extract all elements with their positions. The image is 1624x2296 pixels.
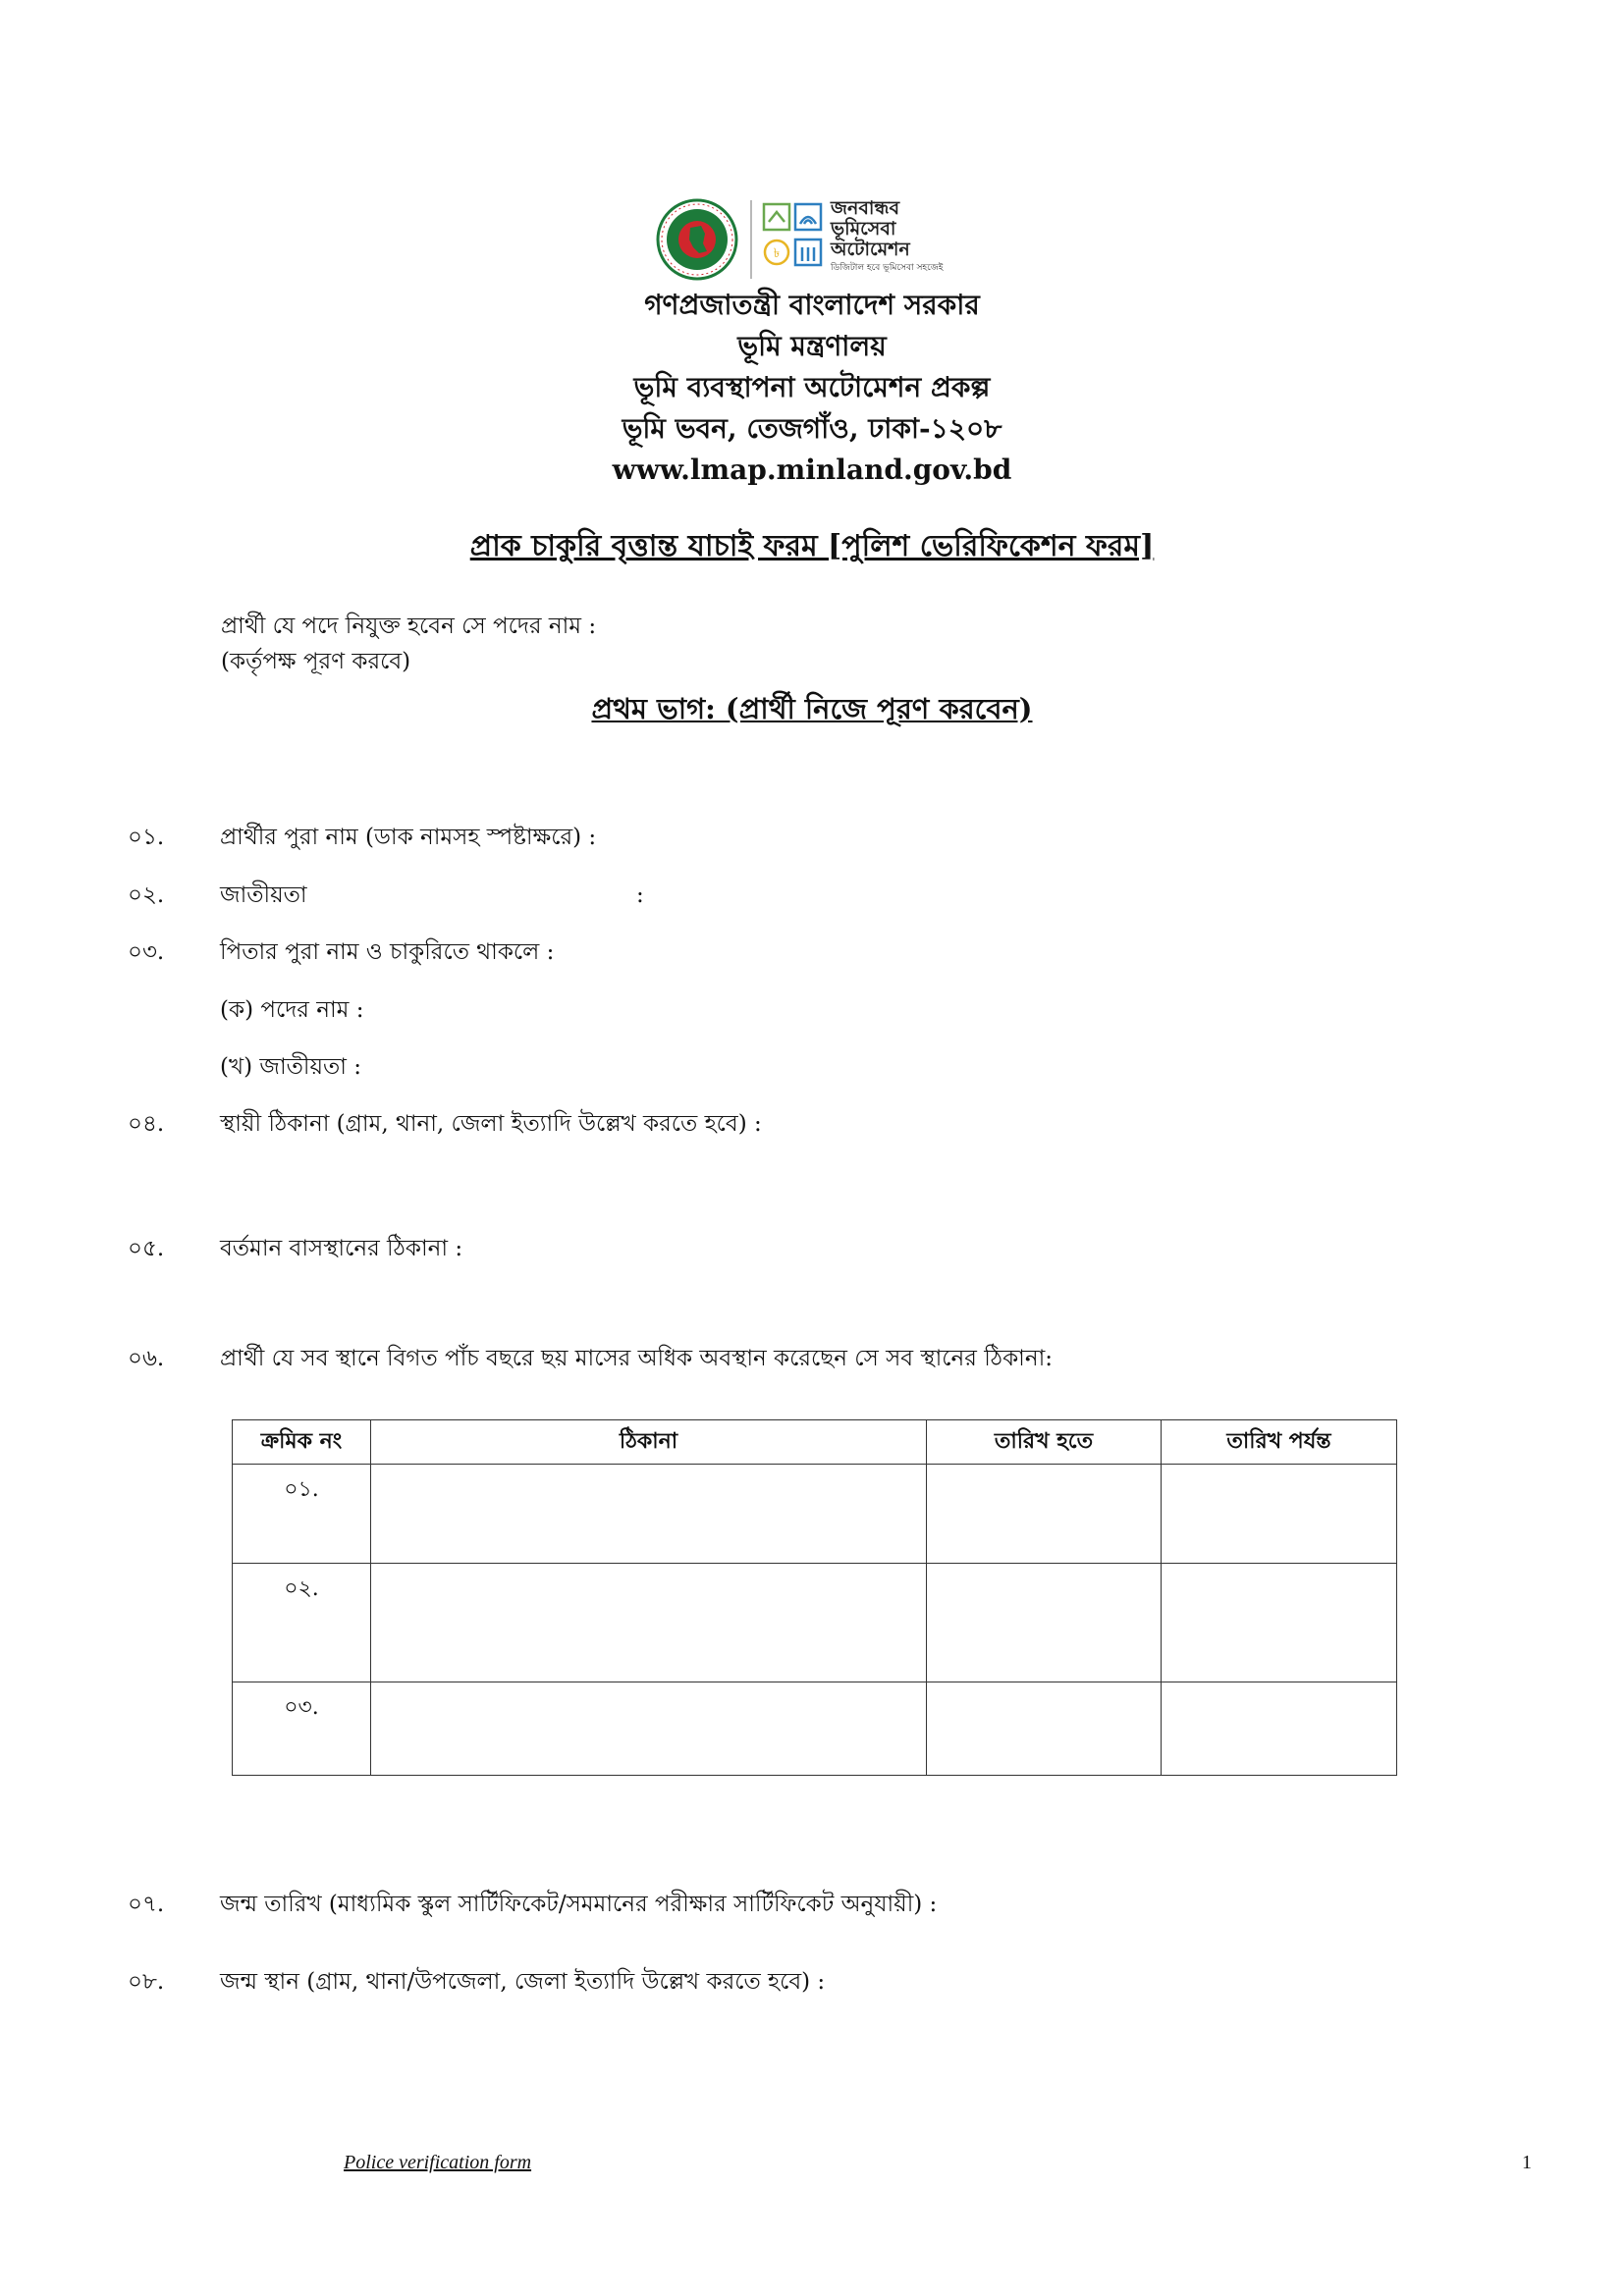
post-name-label: প্রার্থী যে পদে নিযুক্ত হবেন সে পদের নাম : bbox=[221, 614, 597, 639]
date-to-cell[interactable] bbox=[1162, 1465, 1397, 1564]
field-label: জন্ম তারিখ (মাধ্যমিক স্কুল সার্টিফিকেট/সমমানের পরীক্ষার সার্টিফিকেট অনুযায়ী) : bbox=[220, 1892, 938, 1917]
intro-block bbox=[221, 609, 596, 679]
header-website: www.lmap.minland.gov.bd bbox=[612, 454, 1012, 486]
field-number: ০৫. bbox=[128, 1236, 165, 1261]
field-father-nationality: (খ) জাতীয়তা : bbox=[220, 1054, 361, 1080]
program-line-3: অটোমেশন bbox=[831, 239, 910, 260]
col-header-date-to: তারিখ পর্যন্ত bbox=[1162, 1420, 1397, 1465]
field-label: পিতার পুরা নাম ও চাকুরিতে থাকলে : bbox=[220, 939, 555, 965]
program-line-1: জনবান্ধব bbox=[831, 197, 900, 219]
serial-cell: ০২. bbox=[233, 1564, 371, 1682]
land-service-program-icon bbox=[762, 200, 825, 279]
date-to-cell[interactable] bbox=[1162, 1564, 1397, 1682]
svg-text:৳: ৳ bbox=[773, 246, 781, 261]
field-number: ০৩. bbox=[128, 939, 165, 965]
field-number: ০৬. bbox=[128, 1346, 165, 1371]
field-number: ০৮. bbox=[128, 1969, 165, 1995]
part-one-title: প্রথম ভাগ: (প্রার্থী নিজে পূরণ করবেন) bbox=[591, 692, 1033, 725]
logo-divider bbox=[750, 200, 752, 279]
field-nationality bbox=[128, 878, 815, 913]
logo-block bbox=[656, 194, 980, 285]
header-project: ভূমি ব্যবস্থাপনা অটোমেশন প্রকল্প bbox=[633, 371, 991, 403]
post-name-note: (কর্তৃপক্ষ পূরণ করবে) bbox=[221, 649, 411, 674]
field-label: প্রার্থী যে সব স্থানে বিগত পাঁচ বছরে ছয় মাসের অধিক অবস্থান করেছেন সে সব স্থানের ঠিকানা: bbox=[220, 1346, 1053, 1371]
address-cell[interactable] bbox=[371, 1682, 927, 1776]
form-title: প্রাক চাকুরি বৃত্তান্ত যাচাই ফরম [পুলিশ ভেরিফিকেশন ফরম] bbox=[469, 529, 1155, 563]
header-government: গণপ্রজাতন্ত্রী বাংলাদেশ সরকার bbox=[644, 289, 980, 321]
col-header-serial: ক্রমিক নং bbox=[233, 1420, 371, 1465]
field-label: বর্তমান বাসস্থানের ঠিকানা : bbox=[220, 1236, 463, 1261]
serial-cell: ০৩. bbox=[233, 1682, 371, 1776]
field-father-post: (ক) পদের নাম : bbox=[220, 997, 364, 1023]
footer-page-number: 1 bbox=[1522, 2152, 1532, 2173]
field-number: ০৭. bbox=[128, 1892, 165, 1917]
col-header-address: ঠিকানা bbox=[371, 1420, 927, 1465]
table-row bbox=[233, 1682, 1397, 1776]
date-to-cell[interactable] bbox=[1162, 1682, 1397, 1776]
date-from-cell[interactable] bbox=[927, 1564, 1162, 1682]
program-line-2: ভূমিসেবা bbox=[831, 218, 896, 240]
field-label: জন্ম স্থান (গ্রাম, থানা/উপজেলা, জেলা ইত্যাদি উল্লেখ করতে হবে) : bbox=[220, 1969, 826, 1995]
footer-form-name: Police verification form bbox=[344, 2152, 532, 2173]
program-tagline: ডিজিটাল হবে ভূমিসেবা সহজেই bbox=[831, 263, 944, 273]
field-number: ০১. bbox=[128, 825, 165, 850]
date-from-cell[interactable] bbox=[927, 1682, 1162, 1776]
residence-history-table bbox=[232, 1419, 1397, 1776]
program-wordmark bbox=[831, 198, 980, 285]
field-number: ০৪. bbox=[128, 1111, 165, 1137]
table-header-row bbox=[233, 1420, 1397, 1465]
field-number: ০২. bbox=[128, 882, 165, 908]
field-label: স্থায়ী ঠিকানা (গ্রাম, থানা, জেলা ইত্যাদি উল্লেখ করতে হবে) : bbox=[220, 1111, 762, 1137]
field-colon: : bbox=[636, 882, 644, 908]
document-header bbox=[517, 285, 1107, 491]
table-row bbox=[233, 1465, 1397, 1564]
table-row bbox=[233, 1564, 1397, 1682]
field-label: প্রার্থীর পুরা নাম (ডাক নামসহ স্পষ্টাক্ষরে) : bbox=[220, 825, 597, 850]
col-header-date-from: তারিখ হতে bbox=[927, 1420, 1162, 1465]
address-cell[interactable] bbox=[371, 1465, 927, 1564]
date-from-cell[interactable] bbox=[927, 1465, 1162, 1564]
address-cell[interactable] bbox=[371, 1564, 927, 1682]
government-seal-icon bbox=[656, 198, 738, 281]
field-label: জাতীয়তা bbox=[220, 882, 307, 908]
serial-cell: ০১. bbox=[233, 1465, 371, 1564]
header-ministry: ভূমি মন্ত্রণালয় bbox=[737, 330, 887, 362]
header-address: ভূমি ভবন, তেজগাঁও, ঢাকা-১২০৮ bbox=[622, 412, 1002, 445]
